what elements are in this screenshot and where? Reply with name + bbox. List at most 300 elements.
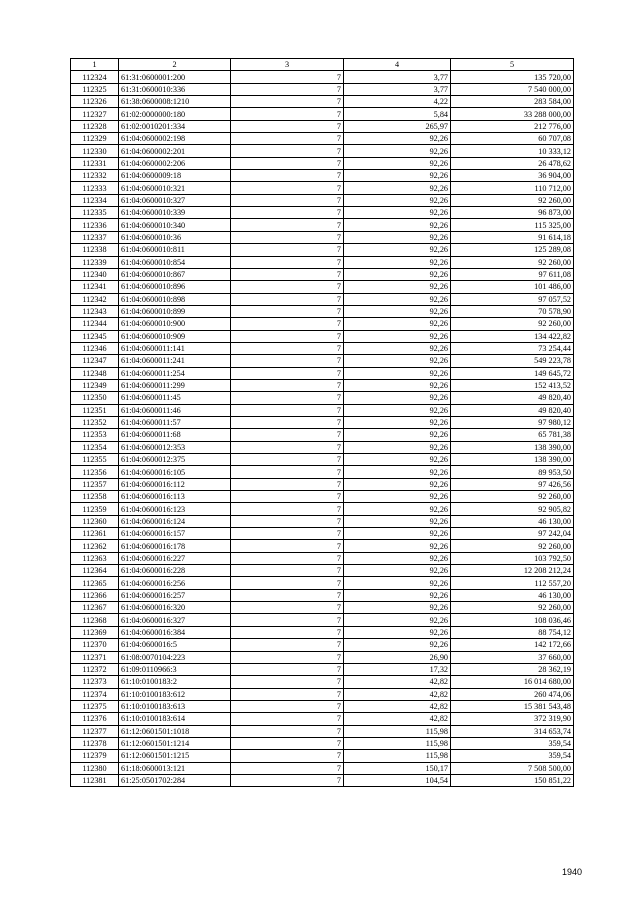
table-cell: 7 xyxy=(231,762,344,774)
table-cell: 61:31:0600001:200 xyxy=(119,71,231,83)
table-cell: 61:02:0010201:334 xyxy=(119,120,231,132)
table-row xyxy=(71,330,574,342)
table-cell: 138 390,00 xyxy=(451,454,574,466)
table-cell: 103 792,50 xyxy=(451,552,574,564)
table-cell: 10 333,12 xyxy=(451,145,574,157)
table-cell: 112349 xyxy=(71,379,119,391)
table-cell: 61:04:0600016:320 xyxy=(119,602,231,614)
table-cell: 42,82 xyxy=(344,700,451,712)
table-row xyxy=(71,639,574,651)
table-cell: 7 xyxy=(231,416,344,428)
table-cell: 112367 xyxy=(71,602,119,614)
table-row xyxy=(71,293,574,305)
table-cell: 61:04:0600010:854 xyxy=(119,256,231,268)
table-cell: 61:04:0600010:340 xyxy=(119,219,231,231)
table-cell: 115,98 xyxy=(344,737,451,749)
table-cell: 96 873,00 xyxy=(451,207,574,219)
table-cell: 92,26 xyxy=(344,330,451,342)
table-cell: 92,26 xyxy=(344,429,451,441)
table-cell: 36 904,00 xyxy=(451,170,574,182)
table-cell: 7 xyxy=(231,96,344,108)
table-cell: 112380 xyxy=(71,762,119,774)
table-cell: 61:10:0100183:2 xyxy=(119,676,231,688)
header-col-3: 3 xyxy=(231,59,344,71)
table-cell: 135 720,00 xyxy=(451,71,574,83)
table-cell: 112330 xyxy=(71,145,119,157)
table-cell: 359,54 xyxy=(451,737,574,749)
table-row xyxy=(71,367,574,379)
table-cell: 61:10:0100183:613 xyxy=(119,700,231,712)
table-row xyxy=(71,454,574,466)
table-row xyxy=(71,157,574,169)
table-cell: 112339 xyxy=(71,256,119,268)
table-row xyxy=(71,663,574,675)
table-cell: 92,26 xyxy=(344,441,451,453)
table-cell: 112329 xyxy=(71,133,119,145)
table-cell: 7 xyxy=(231,293,344,305)
table-cell: 92,26 xyxy=(344,577,451,589)
table-cell: 61:12:0601501:1018 xyxy=(119,725,231,737)
table-cell: 61:12:0601501:1214 xyxy=(119,737,231,749)
table-cell: 61:04:0600010:899 xyxy=(119,305,231,317)
table-cell: 92,26 xyxy=(344,318,451,330)
table-row xyxy=(71,614,574,626)
table-cell: 112354 xyxy=(71,441,119,453)
table-cell: 92 905,82 xyxy=(451,503,574,515)
table-cell: 112362 xyxy=(71,540,119,552)
table-row xyxy=(71,688,574,700)
table-cell: 7 xyxy=(231,725,344,737)
table-row xyxy=(71,379,574,391)
table-cell: 7 xyxy=(231,182,344,194)
table-cell: 61:12:0601501:1215 xyxy=(119,750,231,762)
table-cell: 92,26 xyxy=(344,207,451,219)
table-cell: 61:10:0100183:612 xyxy=(119,688,231,700)
table-cell: 61:02:0000000:180 xyxy=(119,108,231,120)
table-cell: 7 xyxy=(231,614,344,626)
table-cell: 7 xyxy=(231,244,344,256)
table-cell: 61:04:0600010:900 xyxy=(119,318,231,330)
table-cell: 7 xyxy=(231,737,344,749)
table-row xyxy=(71,626,574,638)
table-cell: 61:04:0600010:896 xyxy=(119,281,231,293)
table-cell: 314 653,74 xyxy=(451,725,574,737)
table-cell: 92 260,00 xyxy=(451,256,574,268)
table-row xyxy=(71,342,574,354)
table-cell: 7 xyxy=(231,219,344,231)
table-cell: 7 xyxy=(231,256,344,268)
table-cell: 92,26 xyxy=(344,281,451,293)
table-cell: 61:04:0600012:353 xyxy=(119,441,231,453)
table-row xyxy=(71,651,574,663)
table-cell: 149 645,72 xyxy=(451,367,574,379)
table-cell: 61:04:0600010:321 xyxy=(119,182,231,194)
table-cell: 260 474,06 xyxy=(451,688,574,700)
table-cell: 92,26 xyxy=(344,157,451,169)
table-cell: 112335 xyxy=(71,207,119,219)
table-body xyxy=(71,71,574,787)
table-cell: 112325 xyxy=(71,83,119,95)
table-cell: 7 xyxy=(231,515,344,527)
table-cell: 7 xyxy=(231,565,344,577)
table-cell: 49 820,40 xyxy=(451,404,574,416)
table-cell: 7 xyxy=(231,503,344,515)
table-cell: 97 980,12 xyxy=(451,416,574,428)
table-cell: 7 xyxy=(231,626,344,638)
table-cell: 112364 xyxy=(71,565,119,577)
table-row xyxy=(71,589,574,601)
table-cell: 112334 xyxy=(71,194,119,206)
table-cell: 112351 xyxy=(71,404,119,416)
table-cell: 7 xyxy=(231,577,344,589)
table-cell: 7 xyxy=(231,83,344,95)
table-cell: 26,90 xyxy=(344,651,451,663)
table-cell: 28 362,19 xyxy=(451,663,574,675)
table-cell: 7 xyxy=(231,528,344,540)
table-cell: 7 xyxy=(231,688,344,700)
table-cell: 92,26 xyxy=(344,515,451,527)
table-row xyxy=(71,108,574,120)
table-row xyxy=(71,676,574,688)
table-cell: 92,26 xyxy=(344,626,451,638)
table-cell: 112372 xyxy=(71,663,119,675)
table-cell: 125 289,08 xyxy=(451,244,574,256)
table-cell: 92,26 xyxy=(344,404,451,416)
table-cell: 92,26 xyxy=(344,305,451,317)
table-cell: 104,54 xyxy=(344,774,451,786)
table-cell: 7 xyxy=(231,713,344,725)
table-cell: 7 xyxy=(231,491,344,503)
data-table xyxy=(70,58,574,787)
table-cell: 61:04:0600010:898 xyxy=(119,293,231,305)
table-cell: 112365 xyxy=(71,577,119,589)
table-cell: 4,22 xyxy=(344,96,451,108)
table-row xyxy=(71,404,574,416)
table-cell: 110 712,00 xyxy=(451,182,574,194)
table-row xyxy=(71,515,574,527)
table-cell: 37 660,00 xyxy=(451,651,574,663)
table-cell: 112379 xyxy=(71,750,119,762)
table-cell: 112381 xyxy=(71,774,119,786)
table-cell: 115,98 xyxy=(344,750,451,762)
table-cell: 61:04:0600016:157 xyxy=(119,528,231,540)
table-cell: 26 478,62 xyxy=(451,157,574,169)
table-cell: 7 xyxy=(231,318,344,330)
table-cell: 92 260,00 xyxy=(451,194,574,206)
table-cell: 92,26 xyxy=(344,416,451,428)
table-cell: 92 260,00 xyxy=(451,318,574,330)
table-cell: 60 707,08 xyxy=(451,133,574,145)
table-cell: 7 xyxy=(231,589,344,601)
table-cell: 61:25:0501702:284 xyxy=(119,774,231,786)
table-cell: 7 xyxy=(231,281,344,293)
table-row xyxy=(71,774,574,786)
table-cell: 61:04:0600002:206 xyxy=(119,157,231,169)
table-cell: 112376 xyxy=(71,713,119,725)
table-cell: 92,26 xyxy=(344,133,451,145)
table-row xyxy=(71,96,574,108)
table-cell: 12 208 212,24 xyxy=(451,565,574,577)
table-row xyxy=(71,700,574,712)
table-cell: 7 xyxy=(231,207,344,219)
table-cell: 97 057,52 xyxy=(451,293,574,305)
table-cell: 112360 xyxy=(71,515,119,527)
table-cell: 112368 xyxy=(71,614,119,626)
table-cell: 92,26 xyxy=(344,503,451,515)
table-row xyxy=(71,737,574,749)
table-row xyxy=(71,478,574,490)
table-cell: 112366 xyxy=(71,589,119,601)
table-cell: 372 319,90 xyxy=(451,713,574,725)
table-cell: 61:04:0600016:123 xyxy=(119,503,231,515)
table-cell: 61:04:0600010:867 xyxy=(119,268,231,280)
table-cell: 101 486,00 xyxy=(451,281,574,293)
table-cell: 7 xyxy=(231,429,344,441)
table-cell: 15 381 543,48 xyxy=(451,700,574,712)
table-cell: 3,77 xyxy=(344,71,451,83)
table-cell: 7 xyxy=(231,133,344,145)
table-cell: 112378 xyxy=(71,737,119,749)
table-row xyxy=(71,762,574,774)
table-cell: 108 036,46 xyxy=(451,614,574,626)
table-cell: 112331 xyxy=(71,157,119,169)
page-number: 1940 xyxy=(562,867,583,877)
table-cell: 112347 xyxy=(71,355,119,367)
table-cell: 7 xyxy=(231,268,344,280)
table-cell: 97 242,04 xyxy=(451,528,574,540)
table-cell: 61:04:0600010:339 xyxy=(119,207,231,219)
table-cell: 61:04:0600011:241 xyxy=(119,355,231,367)
table-cell: 112342 xyxy=(71,293,119,305)
table-cell: 92,26 xyxy=(344,170,451,182)
table-row xyxy=(71,194,574,206)
table-cell: 61:04:0600011:68 xyxy=(119,429,231,441)
table-row xyxy=(71,713,574,725)
table-cell: 112326 xyxy=(71,96,119,108)
table-cell: 92,26 xyxy=(344,491,451,503)
table-cell: 92,26 xyxy=(344,589,451,601)
table-row xyxy=(71,491,574,503)
table-row xyxy=(71,71,574,83)
table-cell: 138 390,00 xyxy=(451,441,574,453)
table-cell: 7 xyxy=(231,676,344,688)
table-cell: 46 130,00 xyxy=(451,515,574,527)
table-cell: 150 851,22 xyxy=(451,774,574,786)
table-row xyxy=(71,120,574,132)
table-cell: 7 xyxy=(231,700,344,712)
table-cell: 61:38:0600008:1210 xyxy=(119,96,231,108)
table-cell: 7 xyxy=(231,157,344,169)
table-row xyxy=(71,466,574,478)
table-cell: 150,17 xyxy=(344,762,451,774)
table-cell: 112375 xyxy=(71,700,119,712)
table-cell: 112352 xyxy=(71,416,119,428)
table-cell: 61:04:0600016:228 xyxy=(119,565,231,577)
table-cell: 92,26 xyxy=(344,478,451,490)
table-cell: 33 288 000,00 xyxy=(451,108,574,120)
table-cell: 7 xyxy=(231,330,344,342)
table-cell: 7 540 000,00 xyxy=(451,83,574,95)
table-row xyxy=(71,256,574,268)
table-cell: 112344 xyxy=(71,318,119,330)
table-cell: 97 611,08 xyxy=(451,268,574,280)
table-cell: 92 260,00 xyxy=(451,540,574,552)
table-cell: 49 820,40 xyxy=(451,392,574,404)
table-row xyxy=(71,441,574,453)
table-cell: 112361 xyxy=(71,528,119,540)
table-cell: 61:04:0600016:384 xyxy=(119,626,231,638)
table-cell: 46 130,00 xyxy=(451,589,574,601)
table-cell: 7 xyxy=(231,392,344,404)
table-cell: 112324 xyxy=(71,71,119,83)
table-cell: 265,97 xyxy=(344,120,451,132)
table-cell: 92,26 xyxy=(344,145,451,157)
table-row xyxy=(71,182,574,194)
table-cell: 7 xyxy=(231,774,344,786)
table-row xyxy=(71,305,574,317)
table-cell: 7 xyxy=(231,602,344,614)
table-cell: 7 xyxy=(231,170,344,182)
table-cell: 112338 xyxy=(71,244,119,256)
table-cell: 112348 xyxy=(71,367,119,379)
table-cell: 112373 xyxy=(71,676,119,688)
table-cell: 61:04:0600002:198 xyxy=(119,133,231,145)
header-row xyxy=(71,59,574,71)
table-cell: 112337 xyxy=(71,231,119,243)
table-cell: 61:31:0600010:336 xyxy=(119,83,231,95)
table-cell: 61:04:0600011:254 xyxy=(119,367,231,379)
table-cell: 283 584,00 xyxy=(451,96,574,108)
table-row xyxy=(71,219,574,231)
table-cell: 7 xyxy=(231,108,344,120)
table-row xyxy=(71,83,574,95)
table-cell: 7 xyxy=(231,379,344,391)
table-cell: 7 xyxy=(231,478,344,490)
table-cell: 61:04:0600010:327 xyxy=(119,194,231,206)
table-row xyxy=(71,540,574,552)
table-cell: 92,26 xyxy=(344,602,451,614)
table-cell: 7 xyxy=(231,342,344,354)
table-row xyxy=(71,577,574,589)
header-col-4: 4 xyxy=(344,59,451,71)
table-cell: 7 xyxy=(231,540,344,552)
table-cell: 61:08:0070104:223 xyxy=(119,651,231,663)
table-cell: 152 413,52 xyxy=(451,379,574,391)
table-cell: 7 xyxy=(231,441,344,453)
table-cell: 61:04:0600016:327 xyxy=(119,614,231,626)
table-cell: 89 953,50 xyxy=(451,466,574,478)
table-cell: 115,98 xyxy=(344,725,451,737)
table-row xyxy=(71,145,574,157)
table-cell: 92,26 xyxy=(344,379,451,391)
table-row xyxy=(71,231,574,243)
table-cell: 7 xyxy=(231,355,344,367)
table-cell: 61:04:0600011:299 xyxy=(119,379,231,391)
table-cell: 112357 xyxy=(71,478,119,490)
table-cell: 359,54 xyxy=(451,750,574,762)
table-cell: 61:04:0600010:36 xyxy=(119,231,231,243)
table-cell: 92,26 xyxy=(344,540,451,552)
table-cell: 7 xyxy=(231,231,344,243)
table-cell: 112358 xyxy=(71,491,119,503)
table-cell: 7 xyxy=(231,404,344,416)
table-cell: 112341 xyxy=(71,281,119,293)
table-cell: 16 014 680,00 xyxy=(451,676,574,688)
table-cell: 92,26 xyxy=(344,528,451,540)
table-cell: 112345 xyxy=(71,330,119,342)
table-cell: 97 426,56 xyxy=(451,478,574,490)
table-cell: 61:04:0600011:141 xyxy=(119,342,231,354)
table-cell: 7 xyxy=(231,750,344,762)
table-cell: 112327 xyxy=(71,108,119,120)
table-cell: 7 xyxy=(231,367,344,379)
table-cell: 61:04:0600016:178 xyxy=(119,540,231,552)
table-cell: 42,82 xyxy=(344,676,451,688)
table-cell: 61:04:0600016:112 xyxy=(119,478,231,490)
table-cell: 92,26 xyxy=(344,552,451,564)
table-cell: 92,26 xyxy=(344,466,451,478)
table-row xyxy=(71,725,574,737)
table-cell: 7 508 500,00 xyxy=(451,762,574,774)
table-cell: 92,26 xyxy=(344,565,451,577)
table-cell: 92,26 xyxy=(344,244,451,256)
table-cell: 17,32 xyxy=(344,663,451,675)
table-cell: 61:04:0600016:257 xyxy=(119,589,231,601)
table-cell: 112346 xyxy=(71,342,119,354)
table-cell: 134 422,82 xyxy=(451,330,574,342)
table-row xyxy=(71,750,574,762)
table-cell: 61:04:0600012:375 xyxy=(119,454,231,466)
table-cell: 5,84 xyxy=(344,108,451,120)
table-cell: 65 781,38 xyxy=(451,429,574,441)
table-cell: 61:04:0600016:113 xyxy=(119,491,231,503)
table-cell: 7 xyxy=(231,194,344,206)
table-cell: 92,26 xyxy=(344,256,451,268)
table-row xyxy=(71,281,574,293)
table-cell: 7 xyxy=(231,145,344,157)
table-row xyxy=(71,268,574,280)
table-cell: 92,26 xyxy=(344,182,451,194)
table-cell: 73 254,44 xyxy=(451,342,574,354)
table-cell: 42,82 xyxy=(344,713,451,725)
table-row xyxy=(71,392,574,404)
table-cell: 92 260,00 xyxy=(451,491,574,503)
table-cell: 61:04:0600016:5 xyxy=(119,639,231,651)
table-cell: 70 578,90 xyxy=(451,305,574,317)
table-cell: 92,26 xyxy=(344,268,451,280)
table-cell: 112370 xyxy=(71,639,119,651)
table-cell: 92,26 xyxy=(344,219,451,231)
table-row xyxy=(71,133,574,145)
table-cell: 112328 xyxy=(71,120,119,132)
table-cell: 92,26 xyxy=(344,293,451,305)
table-cell: 7 xyxy=(231,651,344,663)
table-cell: 112371 xyxy=(71,651,119,663)
table-cell: 61:04:0600011:57 xyxy=(119,416,231,428)
table-cell: 61:18:0600013:121 xyxy=(119,762,231,774)
table-cell: 112350 xyxy=(71,392,119,404)
table-cell: 61:04:0600010:909 xyxy=(119,330,231,342)
table-cell: 61:04:0600002:201 xyxy=(119,145,231,157)
table-cell: 112340 xyxy=(71,268,119,280)
table-cell: 61:04:0600016:105 xyxy=(119,466,231,478)
table-cell: 92 260,00 xyxy=(451,602,574,614)
table-cell: 92,26 xyxy=(344,355,451,367)
table-row xyxy=(71,528,574,540)
table-cell: 7 xyxy=(231,552,344,564)
table-cell: 61:04:0600011:46 xyxy=(119,404,231,416)
table-row xyxy=(71,503,574,515)
